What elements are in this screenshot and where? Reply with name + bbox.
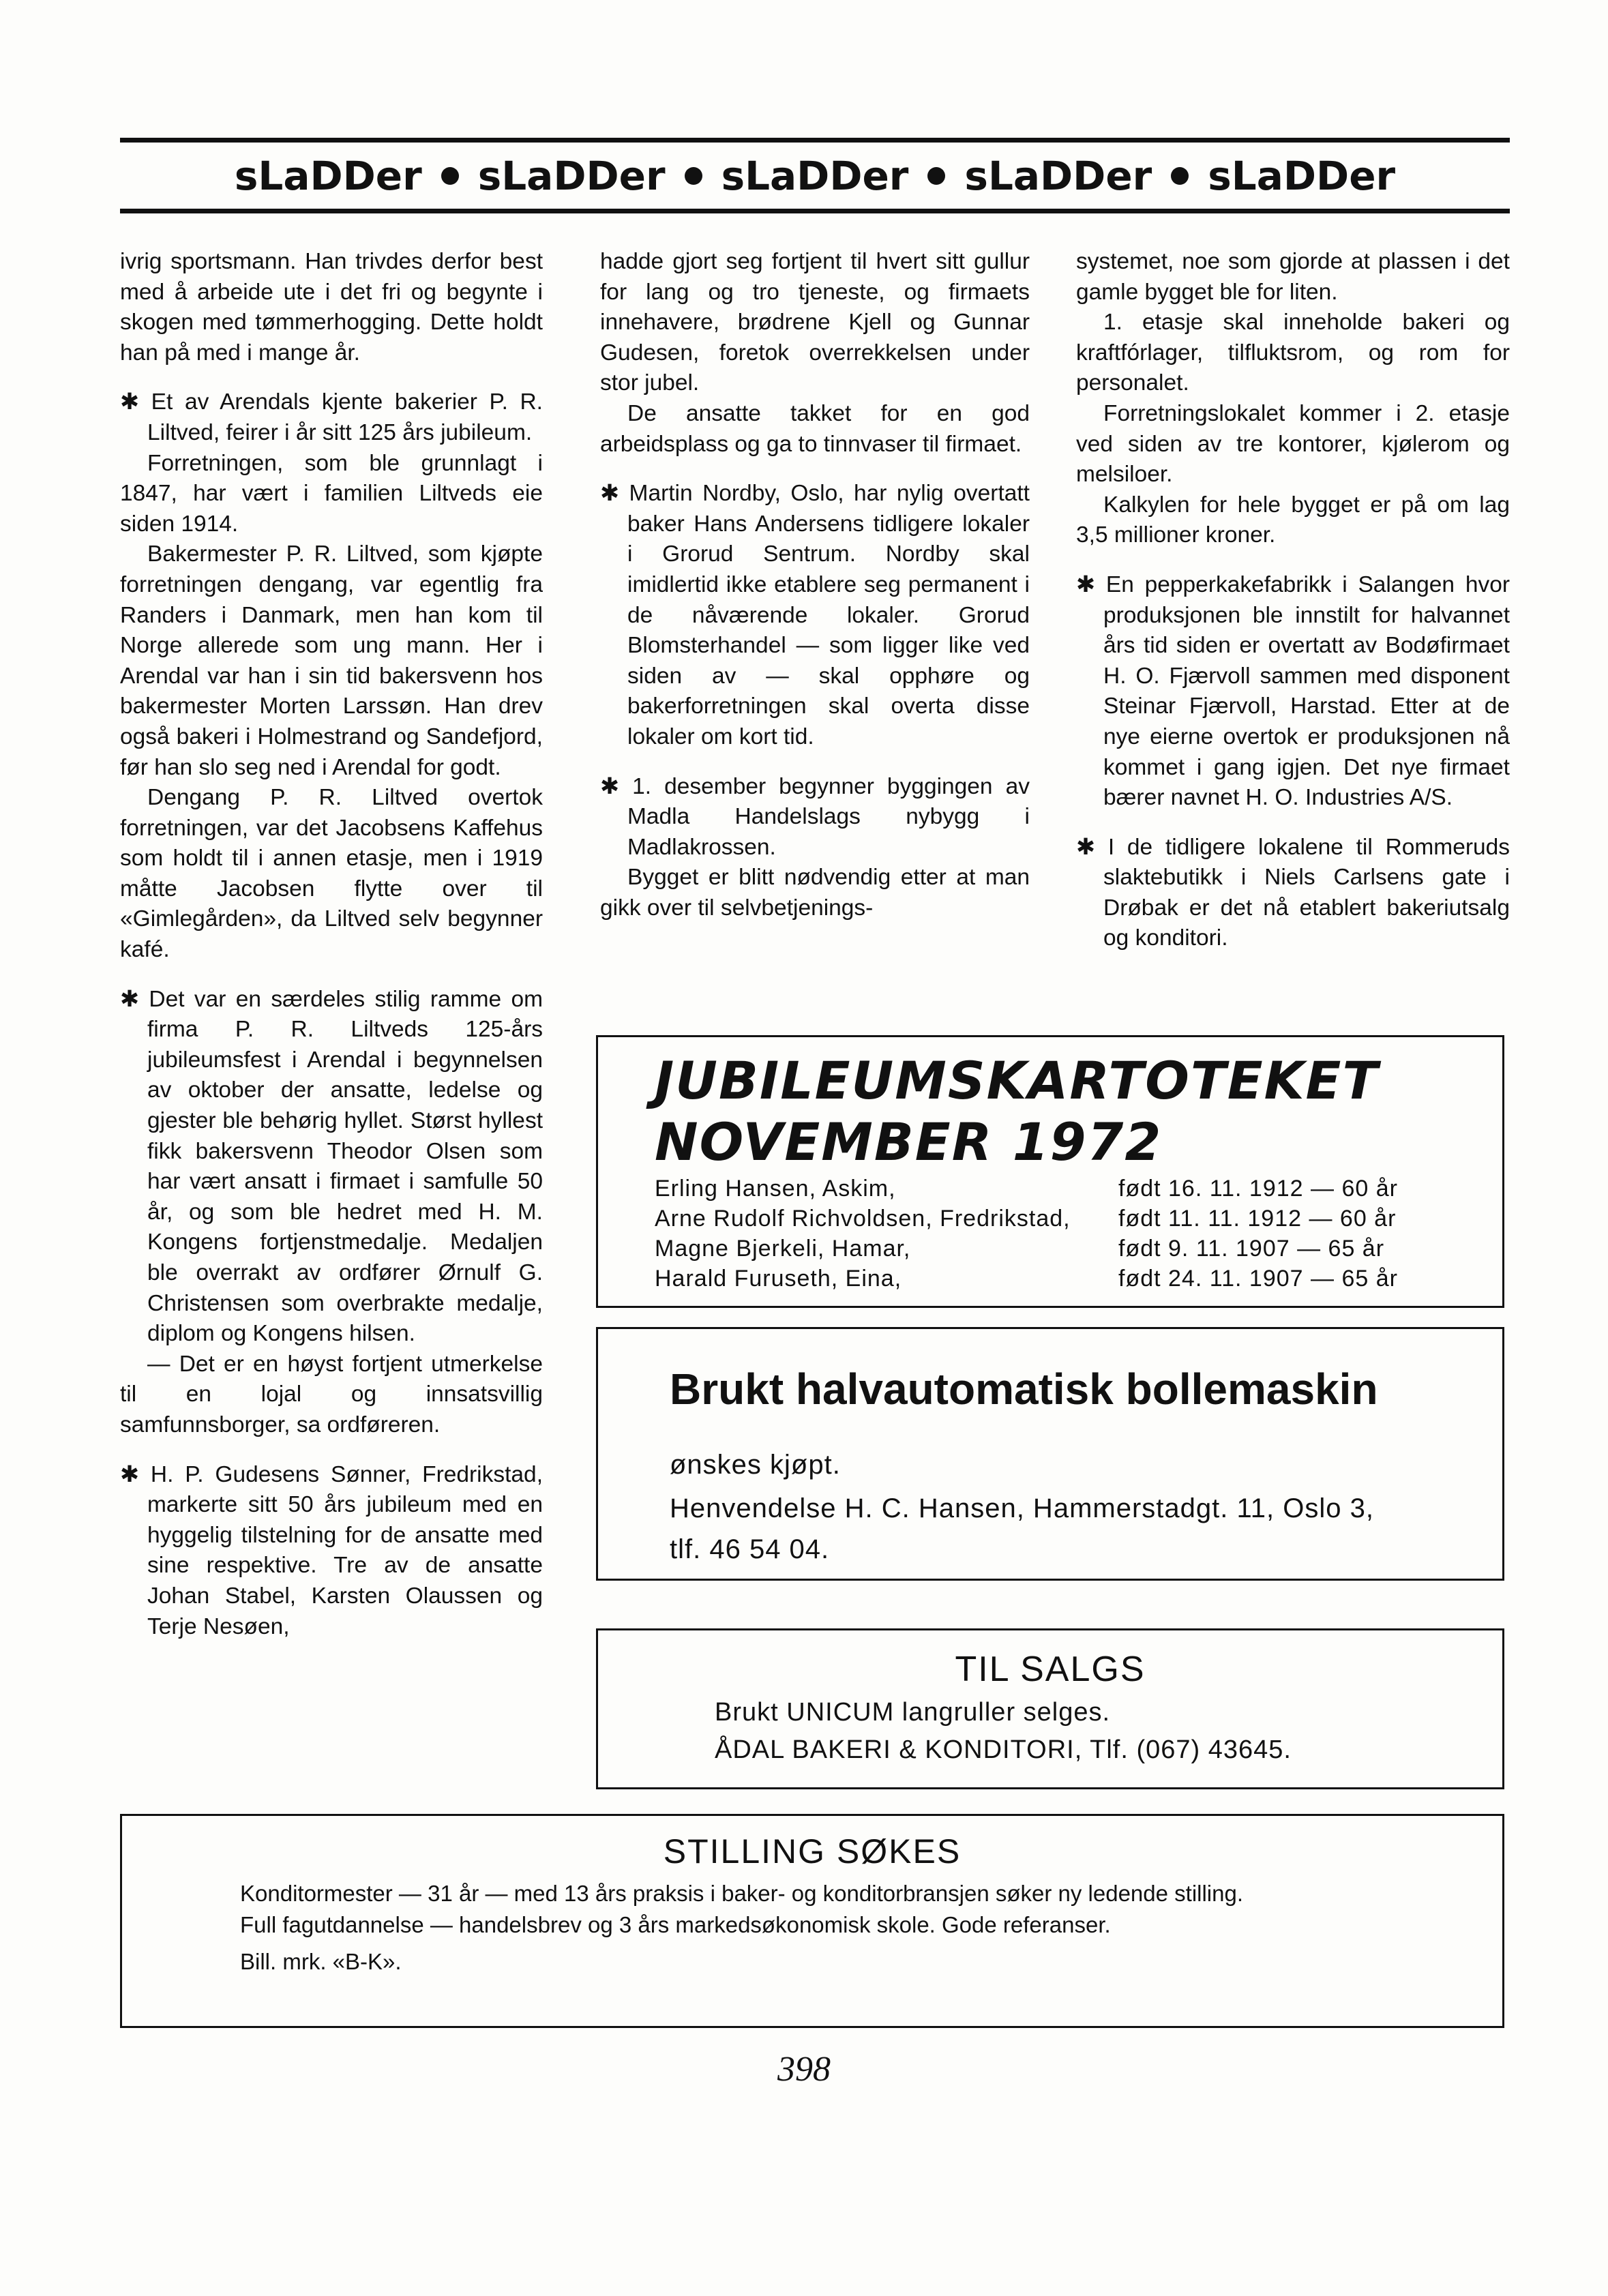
til-salgs-line: ÅDAL BAKERI & KONDITORI, Tlf. (067) 43645.	[715, 1735, 1292, 1764]
masthead-word: sLaDDer	[721, 153, 909, 199]
brukt-line: tlf. 46 54 04.	[670, 1534, 830, 1564]
masthead-top-rule	[120, 138, 1510, 143]
jubileum-date: født 9. 11. 1907 — 65 år	[1118, 1236, 1385, 1262]
col1-paragraph: ivrig sportsmann. Han trivdes derfor best med å arbeide ute i det fri og begynte i skogen med tømmerhogging. Dette holdt han på med i mange år.	[120, 249, 543, 366]
til-salgs-line: Brukt UNICUM langruller selges.	[715, 1698, 1111, 1727]
brukt-title: Brukt halvautomatisk bollemaskin	[670, 1365, 1378, 1414]
bullet-icon	[927, 167, 945, 185]
page-number: 398	[777, 2050, 831, 2089]
masthead	[120, 147, 1510, 205]
col3-paragraph: Kalkylen for hele bygget er på om lag 3,5 millioner kroner.	[1076, 492, 1510, 548]
jubileum-date: født 16. 11. 1912 — 60 år	[1118, 1176, 1398, 1202]
brukt-line: Henvendelse H. C. Hansen, Hammerstadgt. 11, Oslo 3,	[670, 1493, 1374, 1523]
column-3	[1076, 247, 1510, 954]
col3-paragraph: systemet, noe som gjorde at plassen i det gamle bygget ble for liten.	[1076, 249, 1510, 305]
col2-paragraph: hadde gjort seg fortjent til hvert sitt gullur for lang og tro tjeneste, og firmaets innehavere, brødrene Kjell og Gunnar Gudesen, foretok overrekkelsen under stor jubel.	[600, 249, 1030, 396]
masthead-word: sLaDDer	[964, 153, 1152, 199]
jubileum-title-line1: JUBILEUMSKARTOTEKET	[655, 1050, 1380, 1111]
col1-paragraph: ✱ H. P. Gudesens Sønner, Fredrikstad, markerte sitt 50 års jubileum med en hyggelig tilstelning for de ansatte med sine respektive. Tre av de ansatte Johan Stabel, Karsten Olaussen og Terje Nesøen,	[120, 1461, 543, 1639]
jubileum-name: Harald Furuseth, Eina,	[655, 1266, 902, 1292]
col2-paragraph: Bygget er blitt nødvendig etter at man gikk over til selvbetjenings-	[600, 865, 1030, 921]
col1-paragraph: Dengang P. R. Liltved overtok forretningen, var det Jacobsens Kaffehus som holdt til i annen etasje, men i 1919 måtte Jacobsen flytte over til «Gimlegården», da Liltved selv begynner kafé.	[120, 785, 543, 963]
bullet-icon	[685, 167, 702, 185]
col3-paragraph: 1. etasje skal inneholde bakeri og kraftfórlager, tilfluktsrom, og rom for personalet.	[1076, 310, 1510, 396]
stilling-title: STILLING SØKES	[663, 1832, 962, 1870]
stilling-line: Konditormester — 31 år — med 13 års praksis i baker- og konditorbransjen søker ny ledende stilling.	[240, 1881, 1244, 1906]
bullet-icon	[441, 167, 459, 185]
jubileum-row	[655, 1176, 1453, 1210]
brukt-line: ønskes kjøpt.	[670, 1450, 841, 1480]
masthead-bottom-rule	[120, 209, 1510, 213]
col1-paragraph: — Det er en høyst fortjent utmerkelse til en lojal og innsatsvillig samfunnsborger, sa ordføreren.	[120, 1351, 543, 1437]
col3-paragraph: Forretningslokalet kommer i 2. etasje ved siden av tre kontorer, kjølerom og melsiloer.	[1076, 400, 1510, 488]
masthead-word: sLaDDer	[234, 153, 422, 199]
col1-paragraph: Bakermester P. R. Liltved, som kjøpte forretningen dengang, var egentlig fra Randers i Danmark, men han kom til Norge allerede som ung mann. Her i Arendal var han i sin tid bakersvenn hos bakermester Morten Larssøn. Han drev også bakeri i Holmestrand og Sandefjord, før han slo seg ned i Arendal for godt.	[120, 541, 543, 780]
jubileum-date: født 11. 11. 1912 — 60 år	[1118, 1206, 1397, 1232]
til-salgs-title: TIL SALGS	[955, 1650, 1146, 1689]
jubileum-name: Magne Bjerkeli, Hamar,	[655, 1236, 911, 1262]
jubileum-row	[655, 1206, 1453, 1240]
jubileum-row	[655, 1236, 1453, 1270]
column-1	[120, 247, 543, 1642]
masthead-word: sLaDDer	[477, 153, 666, 199]
col1-paragraph: ✱ Det var en særdeles stilig ramme om firma P. R. Liltveds 125-års jubileumsfest i Arendal i begynnelsen av oktober der ansatte, ledelse og gjester ble behørig hyllet. Størst hyllest fikk bakersvenn Theodor Olsen som har vært ansatt i firmaet i samfulle 50 år, og som ble hedret med H. M. Kongens fortjenstmedalje. Medaljen ble overrakt av ordfører Ørnulf G. Christensen som overbrakte medalje, diplom og Kongens hilsen.	[120, 986, 543, 1347]
column-2	[600, 247, 1030, 923]
masthead-word: sLaDDer	[1208, 153, 1396, 199]
stilling-line: Bill. mrk. «B-K».	[240, 1949, 402, 1974]
col2-paragraph: De ansatte takket for en god arbeidsplass og ga to tinnvaser til firmaet.	[600, 400, 1030, 457]
jubileum-date: født 24. 11. 1907 — 65 år	[1118, 1266, 1398, 1292]
stilling-text	[240, 1878, 1372, 1978]
jubileum-name: Erling Hansen, Askim,	[655, 1176, 896, 1202]
jubileum-name: Arne Rudolf Richvoldsen, Fredrikstad,	[655, 1206, 1071, 1232]
bullet-icon	[1171, 167, 1189, 185]
col2-paragraph: ✱ 1. desember begynner byggingen av Madla Handelslags nybygg i Madlakrossen.	[600, 773, 1030, 860]
jubileum-title	[655, 1050, 1379, 1173]
col1-paragraph: ✱ Et av Arendals kjente bakerier P. R. Liltved, feirer i år sitt 125 års jubileum.	[120, 389, 543, 445]
col2-paragraph: ✱ Martin Nordby, Oslo, har nylig overtatt baker Hans Andersens tidligere lokaler i Grorud Sentrum. Nordby skal imidlertid ikke etablere seg permanent i de nåværende lokaler. Grorud Blomsterhandel — som ligger like ved siden av — skal opphøre og bakerforretningen skal overta disse lokaler om kort tid.	[600, 481, 1030, 749]
col1-paragraph: Forretningen, som ble grunnlagt i 1847, har vært i familien Liltveds eie siden 1914.	[120, 450, 543, 537]
jubileum-title-line2: NOVEMBER 1972	[655, 1112, 1163, 1172]
col3-paragraph: ✱ I de tidligere lokalene til Rommeruds slaktebutikk i Niels Carlsens gate i Drøbak er det nå etablert bakeriutsalg og konditori.	[1076, 834, 1510, 951]
jubileum-row	[655, 1266, 1453, 1300]
stilling-line: Full fagutdannelse — handelsbrev og 3 års markedsøkonomisk skole. Gode referanser.	[240, 1912, 1111, 1937]
col3-paragraph: ✱ En pepperkakefabrikk i Salangen hvor produksjonen ble innstilt for halvannet års tid siden er overtatt av Bodøfirmaet H. O. Fjærvoll sammen med disponent Steinar Fjærvoll, Harstad. Etter at de nye eierne overtok er produksjonen nå kommet i gang igjen. Det nye firmaet bærer navnet H. O. Industries A/S.	[1076, 571, 1510, 811]
